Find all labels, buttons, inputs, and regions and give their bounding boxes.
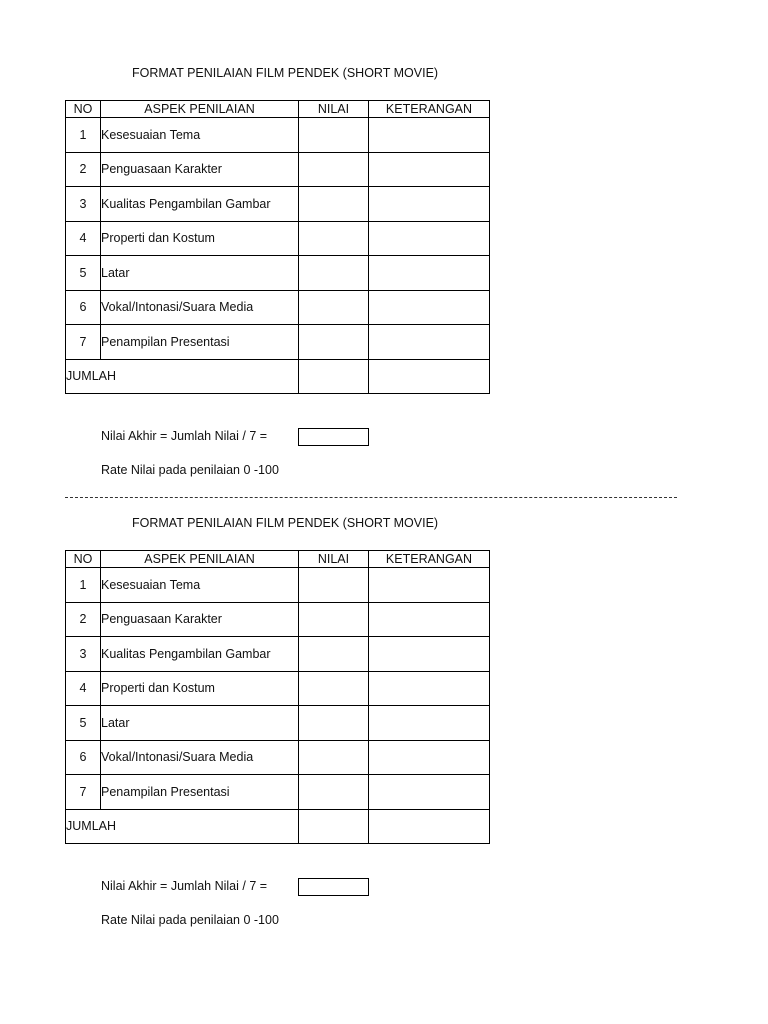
- total-nilai-cell[interactable]: [299, 809, 369, 844]
- row-number: 5: [66, 706, 101, 741]
- row-number: 4: [66, 221, 101, 256]
- table-row: [66, 671, 490, 706]
- keterangan-cell[interactable]: [369, 637, 490, 672]
- total-label: JUMLAH: [66, 809, 299, 844]
- keterangan-cell[interactable]: [369, 187, 490, 222]
- aspect-label: Penampilan Presentasi: [101, 325, 299, 360]
- table-row: [66, 256, 490, 291]
- table-row: [66, 602, 490, 637]
- header-nilai: NILAI: [299, 551, 369, 568]
- keterangan-cell[interactable]: [369, 671, 490, 706]
- aspect-label: Vokal/Intonasi/Suara Media: [101, 740, 299, 775]
- table-row: [66, 568, 490, 603]
- final-score-box[interactable]: [298, 878, 369, 896]
- total-keterangan-cell[interactable]: [369, 809, 490, 844]
- aspect-label: Latar: [101, 706, 299, 741]
- row-number: 1: [66, 568, 101, 603]
- header-no: NO: [66, 101, 101, 118]
- final-score-formula: Nilai Akhir = Jumlah Nilai / 7 =: [101, 429, 268, 443]
- nilai-cell[interactable]: [299, 671, 369, 706]
- final-score-box[interactable]: [298, 428, 369, 446]
- header-keterangan: KETERANGAN: [369, 551, 490, 568]
- keterangan-cell[interactable]: [369, 290, 490, 325]
- aspect-label: Kualitas Pengambilan Gambar: [101, 637, 299, 672]
- form-title: FORMAT PENILAIAN FILM PENDEK (SHORT MOVIE): [132, 66, 439, 80]
- nilai-cell[interactable]: [299, 221, 369, 256]
- header-aspek: ASPEK PENILAIAN: [101, 101, 299, 118]
- table-row: [66, 221, 490, 256]
- keterangan-cell[interactable]: [369, 118, 490, 153]
- row-number: 2: [66, 152, 101, 187]
- keterangan-cell[interactable]: [369, 740, 490, 775]
- header-no: NO: [66, 551, 101, 568]
- total-nilai-cell[interactable]: [299, 359, 369, 394]
- assessment-table: [65, 550, 490, 844]
- aspect-label: Kesesuaian Tema: [101, 568, 299, 603]
- rating-scale-note: Rate Nilai pada penilaian 0 -100: [101, 913, 279, 927]
- table-row: [66, 290, 490, 325]
- table-row: [66, 706, 490, 741]
- aspect-label: Penampilan Presentasi: [101, 775, 299, 810]
- nilai-cell[interactable]: [299, 187, 369, 222]
- total-keterangan-cell[interactable]: [369, 359, 490, 394]
- nilai-cell[interactable]: [299, 706, 369, 741]
- header-keterangan: KETERANGAN: [369, 101, 490, 118]
- nilai-cell[interactable]: [299, 637, 369, 672]
- row-number: 5: [66, 256, 101, 291]
- keterangan-cell[interactable]: [369, 602, 490, 637]
- aspect-label: Penguasaan Karakter: [101, 602, 299, 637]
- row-number: 6: [66, 290, 101, 325]
- aspect-label: Latar: [101, 256, 299, 291]
- nilai-cell[interactable]: [299, 740, 369, 775]
- nilai-cell[interactable]: [299, 775, 369, 810]
- nilai-cell[interactable]: [299, 118, 369, 153]
- form-title: FORMAT PENILAIAN FILM PENDEK (SHORT MOVIE): [132, 516, 439, 530]
- nilai-cell[interactable]: [299, 256, 369, 291]
- keterangan-cell[interactable]: [369, 775, 490, 810]
- aspect-label: Properti dan Kostum: [101, 221, 299, 256]
- aspect-label: Vokal/Intonasi/Suara Media: [101, 290, 299, 325]
- header-nilai: NILAI: [299, 101, 369, 118]
- table-row: [66, 637, 490, 672]
- table-row: [66, 325, 490, 360]
- aspect-label: Kualitas Pengambilan Gambar: [101, 187, 299, 222]
- keterangan-cell[interactable]: [369, 152, 490, 187]
- keterangan-cell[interactable]: [369, 221, 490, 256]
- aspect-label: Kesesuaian Tema: [101, 118, 299, 153]
- nilai-cell[interactable]: [299, 325, 369, 360]
- total-row: [66, 359, 490, 394]
- nilai-cell[interactable]: [299, 152, 369, 187]
- nilai-cell[interactable]: [299, 602, 369, 637]
- keterangan-cell[interactable]: [369, 325, 490, 360]
- total-row: [66, 809, 490, 844]
- cut-line-divider: [65, 497, 677, 498]
- row-number: 7: [66, 325, 101, 360]
- final-score-formula: Nilai Akhir = Jumlah Nilai / 7 =: [101, 879, 268, 893]
- header-aspek: ASPEK PENILAIAN: [101, 551, 299, 568]
- row-number: 6: [66, 740, 101, 775]
- table-row: [66, 740, 490, 775]
- total-label: JUMLAH: [66, 359, 299, 394]
- keterangan-cell[interactable]: [369, 568, 490, 603]
- table-row: [66, 118, 490, 153]
- table-header-row: [66, 101, 490, 118]
- table-row: [66, 187, 490, 222]
- row-number: 3: [66, 637, 101, 672]
- nilai-cell[interactable]: [299, 290, 369, 325]
- table-header-row: [66, 551, 490, 568]
- nilai-cell[interactable]: [299, 568, 369, 603]
- row-number: 7: [66, 775, 101, 810]
- table-row: [66, 152, 490, 187]
- row-number: 3: [66, 187, 101, 222]
- table-row: [66, 775, 490, 810]
- rating-scale-note: Rate Nilai pada penilaian 0 -100: [101, 463, 279, 477]
- assessment-table: [65, 100, 490, 394]
- aspect-label: Penguasaan Karakter: [101, 152, 299, 187]
- aspect-label: Properti dan Kostum: [101, 671, 299, 706]
- keterangan-cell[interactable]: [369, 256, 490, 291]
- row-number: 4: [66, 671, 101, 706]
- keterangan-cell[interactable]: [369, 706, 490, 741]
- row-number: 2: [66, 602, 101, 637]
- row-number: 1: [66, 118, 101, 153]
